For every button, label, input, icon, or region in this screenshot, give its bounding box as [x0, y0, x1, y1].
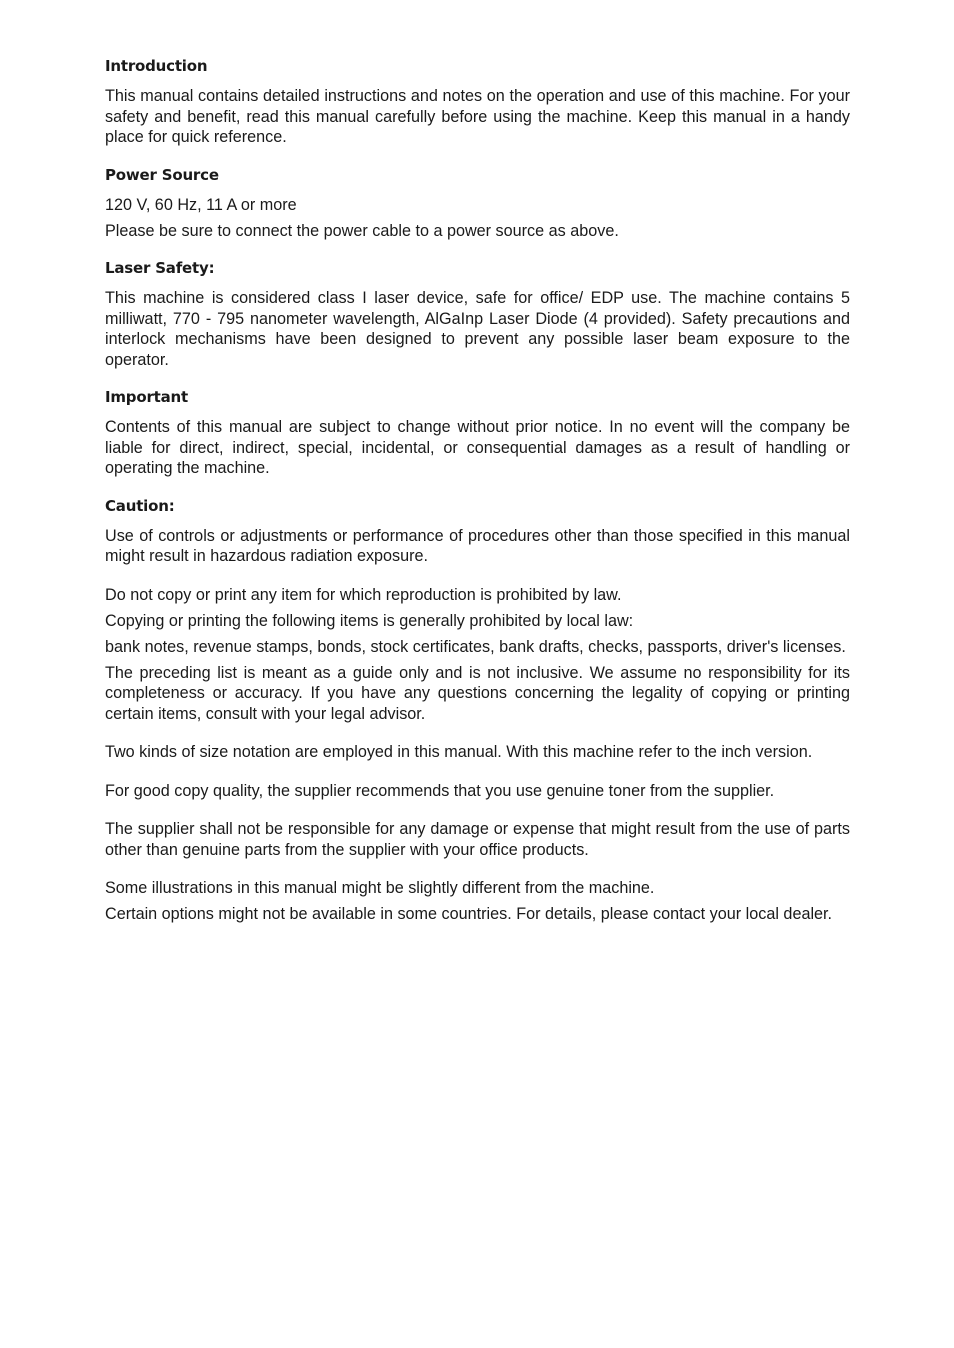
section-power-source — [105, 164, 850, 242]
copy-law-text: Copying or printing the following items is generally prohibited by local law: — [105, 611, 634, 630]
heading-caution: Caution: — [105, 496, 175, 515]
list-disclaimer-text: The preceding list is meant as a guide only and is not inclusive. We assume no responsibility for its completeness or accuracy. If you have any questions concerning the legality of copying or printing certain items, consult with your legal advisor. — [105, 663, 850, 723]
heading-important: Important — [105, 388, 188, 406]
power-spec-text: 120 V, 60 Hz, 11 A or more — [105, 195, 297, 214]
section-introduction — [105, 55, 850, 148]
power-cable-text: Please be sure to connect the power cable to a power source as above. — [105, 221, 619, 240]
manual-page — [105, 55, 850, 925]
copy-notice-block — [105, 585, 850, 725]
important-text: Contents of this manual are subject to change without prior notice. In no event will the company be liable for direct, indirect, special, incidental, or consequential damages as a result of handling or operating the machine. — [105, 418, 850, 477]
laser-safety-text: This machine is considered class I laser device, safe for office/ EDP use. The machine contains 5 milliwatt, 770 - 795 nanometer wavelength, AlGaInp Laser Diode (4 provided). Safety precautions and interlock mechanisms have been designed to prevent any possible laser beam exposure to the operator. — [105, 289, 850, 369]
size-notation-text: Two kinds of size notation are employed in this manual. With this machine refer to the inch version. — [105, 743, 813, 761]
parts-note-text: The supplier shall not be responsible for any damage or expense that might result from the use of parts other than genuine parts from the supplier with your office products. — [105, 820, 850, 859]
introduction-text: This manual contains detailed instructions and notes on the operation and use of this machine. For your safety and benefit, read this manual carefully before using the machine. Keep this manual in a handy place for quick reference. — [105, 87, 850, 146]
heading-laser-safety: Laser Safety: — [105, 259, 215, 277]
copy-prohibition-text: Do not copy or print any item for which reproduction is prohibited by law. — [105, 585, 622, 604]
heading-power-source: Power Source — [105, 165, 219, 184]
section-important — [105, 386, 850, 479]
caution-text: Use of controls or adjustments or performance of procedures other than those specified in this manual might result in hazardous radiation exposure. — [105, 526, 850, 565]
prohibited-items-text: bank notes, revenue stamps, bonds, stock certificates, bank drafts, checks, passports, driver's licenses. — [105, 637, 846, 656]
illustrations-note-text: Some illustrations in this manual might be slightly different from the machine. — [105, 879, 655, 897]
heading-introduction: Introduction — [105, 57, 208, 75]
toner-note-text: For good copy quality, the supplier recommends that you use genuine toner from the supplier. — [105, 781, 775, 800]
section-laser-safety — [105, 257, 850, 370]
final-notes-block — [105, 878, 850, 925]
options-note-text: Certain options might not be available in some countries. For details, please contact your local dealer. — [105, 905, 833, 923]
section-caution — [105, 495, 850, 567]
